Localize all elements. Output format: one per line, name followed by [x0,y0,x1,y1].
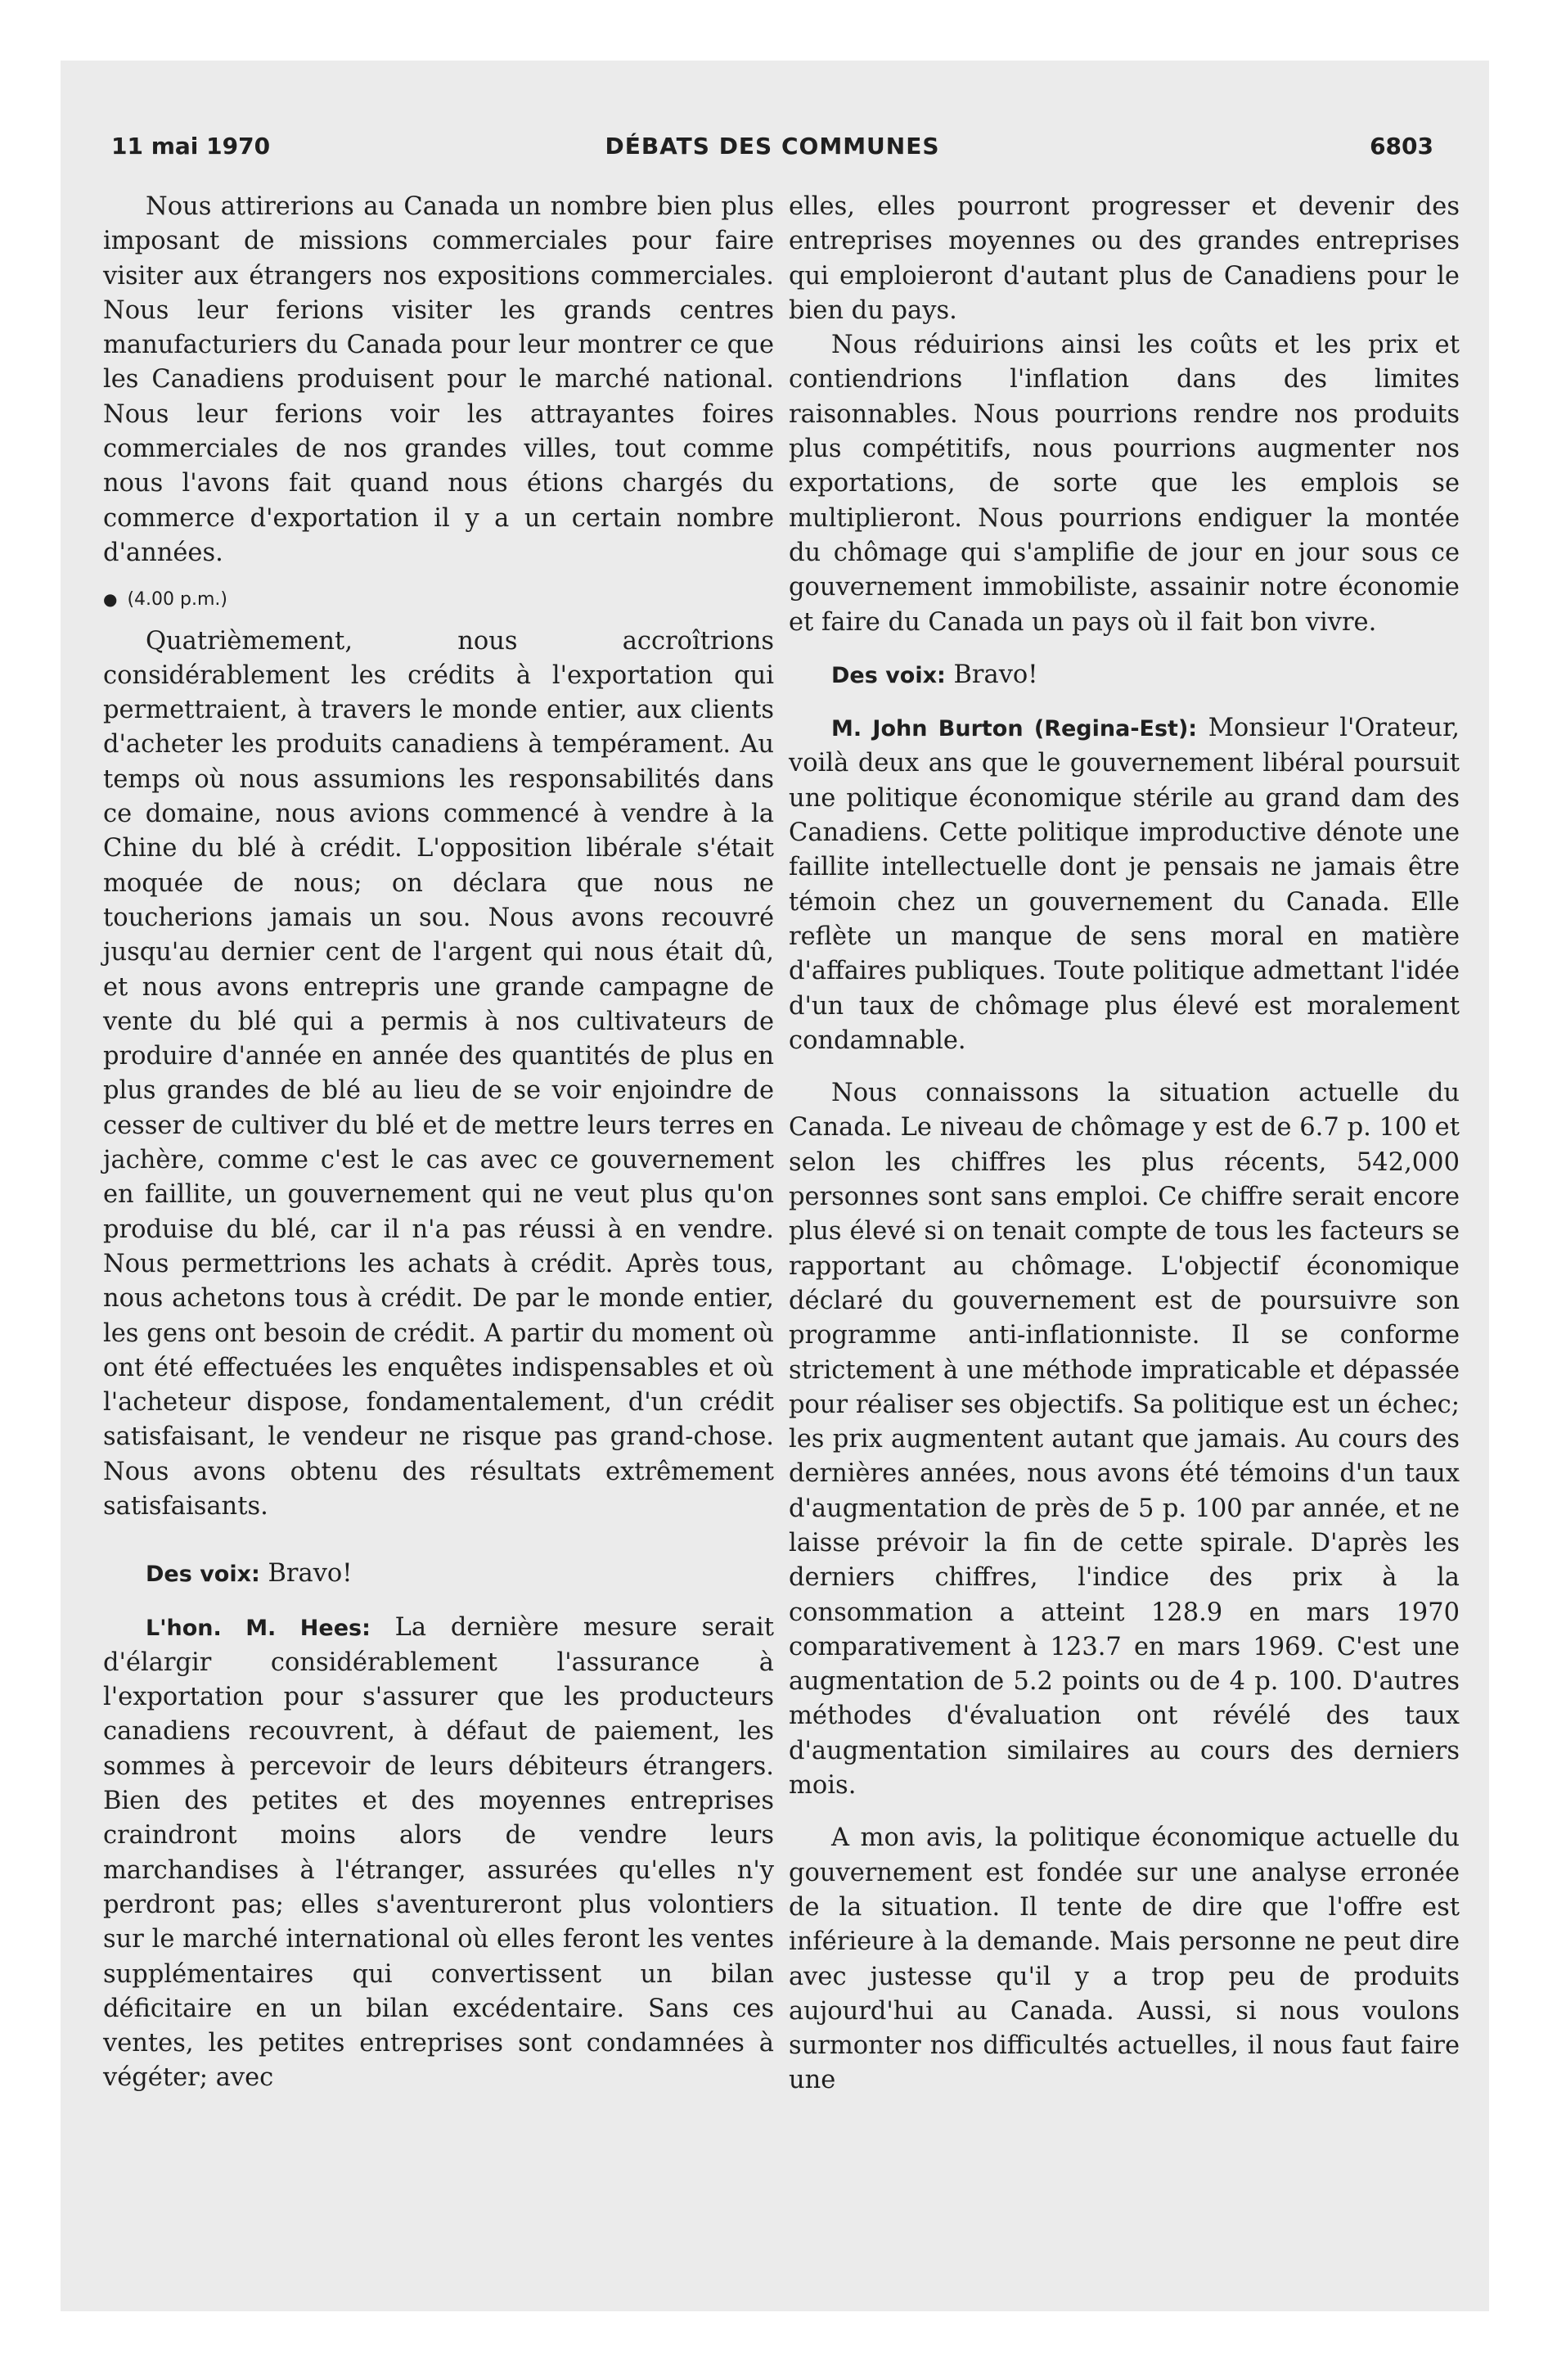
interjection [789,658,1460,693]
time-marker [103,582,774,617]
paragraph: Nous connaissons la situation actuelle du Canada. Le niveau de chômage y est de 6.7 p. 100 et selon les chiffres les plus récents, 542,000 personnes sont sans emploi. Ce chiffre serait encore plus élevé si on tenait compte de tous les facteurs se rapportant au chômage. L'objectif économique déclaré du gouvernement est de poursuivre son programme anti-inflationniste. Il se conforme strictement à une méthode impraticable et dépassée pour réaliser ses objectifs. Sa politique est un échec; les prix augmentent autant que jamais. Au cours des dernières années, nous avons été témoins d'un taux d'augmentation de près de 5 p. 100 par année, et ne laisse prévoir la fin de cette spirale. D'après les derniers chiffres, l'indice des prix à la consommation a atteint 128.9 en mars 1970 comparativement à 123.7 en mars 1969. C'est une augmentation de 5.2 points ou de 4 p. 100. D'autres méthodes d'évaluation ont révélé des taux d'augmentation similaires au cours des derniers mois. [789,1079,1460,1801]
hansard-page [61,61,1489,2311]
speaker-label: Des voix: [831,662,946,688]
paragraph: Quatrièmement, nous accroîtrions considérablement les crédits à l'exportation qui permettraient, à travers le monde entier, aux clients d'acheter les produits canadiens à tempérament. Au temps où nous assumions les responsabilités dans ce domaine, nous avions commencé à vendre à la Chine du blé à crédit. L'opposition libérale s'était moquée de nous; on déclara que nous ne toucherions jamais un sou. Nous avons recouvré jusqu'au dernier cent de l'argent qui nous était dû, et nous avons entrepris une grande campagne de vente du blé qui a permis à nos cultivateurs de produire d'année en année des quantités de plus en plus grandes de blé au lieu de se voir enjoindre de cesser de cultiver du blé et de mettre leurs terres en jachère, comme c'est le cas avec ce gouvernement en faillite, un gouvernement qui ne veut plus qu'on produise du blé, car il n'a pas réussi à en vendre. Nous permettrions les achats à crédit. Après tous, nous achetons tous à crédit. De par le monde entier, les gens ont besoin de crédit. A partir du moment où ont été effectuées les enquêtes indispensables et où l'acheteur dispose, fondamentalement, d'un crédit satisfaisant, le vendeur ne risque pas grand-chose. Nous avons obtenu des résultats extrêmement satisfaisants. [103,626,774,1521]
speech [789,711,1460,1058]
paragraph: Nous attirerions au Canada un nombre bien plus imposant de missions commerciales pour faire visiter aux étrangers nos expositions commerciales. Nous leur ferions visiter les grands centres manufacturiers du Canada pour leur montrer ce que les Canadiens produisent pour le marché national. Nous leur ferions voir les attrayantes foires commerciales de nos grandes villes, tout comme nous l'avons fait quand nous étions chargés du commerce d'exportation il y a un certain nombre d'années. [103,192,774,567]
speech-text: Monsieur l'Orateur, voilà deux ans que le gouvernement libéral poursuit une politique économique stérile au grand dam des Canadiens. Cette politique improductive dénote une faillite intellectuelle dont je pensais ne jamais être témoin chez un gouvernement du Canada. Elle reflète un manque de sens moral en matière d'affaires publiques. Toute politique admettant l'idée d'un taux de chômage plus élevé est moralement condamnable. [789,714,1460,1055]
paragraph: A mon avis, la politique économique actuelle du gouvernement est fondée sur une analyse erronée de la situation. Il tente de dire que l'offre est inférieure à la demande. Mais personne ne peut dire avec justesse qu'il y a trop peu de produits aujourd'hui au Canada. Aussi, si nous voulons surmonter nos difficultés actuelles, il nous faut faire une [789,1823,1460,2095]
speaker-label: M. John Burton (Regina-Est): [831,716,1198,742]
running-header [111,133,1433,174]
page-number: 6803 [1370,133,1433,160]
publication-title: DÉBATS DES COMMUNES [605,133,940,160]
time-marker-text: (4.00 p.m.) [127,589,227,611]
speech [103,1611,774,2096]
interjection-text: Bravo! [953,660,1038,689]
left-column [103,190,774,2096]
speaker-label: Des voix: [146,1562,260,1588]
interjection [103,1557,774,1592]
interjection-text: Bravo! [268,1559,353,1589]
right-column [789,190,1460,2098]
speaker-label: L'hon. M. Hees: [146,1615,371,1641]
paragraph: elles, elles pourront progresser et devenir des entreprises moyennes ou des grandes entreprises qui emploieront d'autant plus de Canadiens pour le bien du pays. [789,192,1460,325]
paragraph: Nous réduirions ainsi les coûts et les prix et contiendrions l'inflation dans des limites raisonnables. Nous pourrions rendre nos produits plus compétitifs, nous pourrions augmenter nos exportations, de sorte que les emplois se multiplieront. Nous pourrions endiguer la montée du chômage qui s'amplifie de jour en jour sous ce gouvernement immobiliste, assainir notre économie et faire du Canada un pays où il fait bon vivre. [789,331,1460,637]
page-date: 11 mai 1970 [111,133,271,160]
speech-text: La dernière mesure serait d'élargir considérablement l'assurance à l'exportation pour s'assurer que les producteurs canadiens recouvrent, à défaut de paiement, les sommes à percevoir de leurs débiteurs étrangers. Bien des petites et des moyennes entreprises craindront moins alors de vendre leurs marchandises à l'étranger, assurées qu'elles n'y perdront pas; elles s'aventureront plus volontiers sur le marché international où elles feront les ventes supplémentaires qui convertissent un bilan déficitaire en un bilan excédentaire. Sans ces ventes, les petites entreprises sont condamnées à végéter; avec [103,1612,774,2093]
bullet-icon: ● [103,589,118,610]
